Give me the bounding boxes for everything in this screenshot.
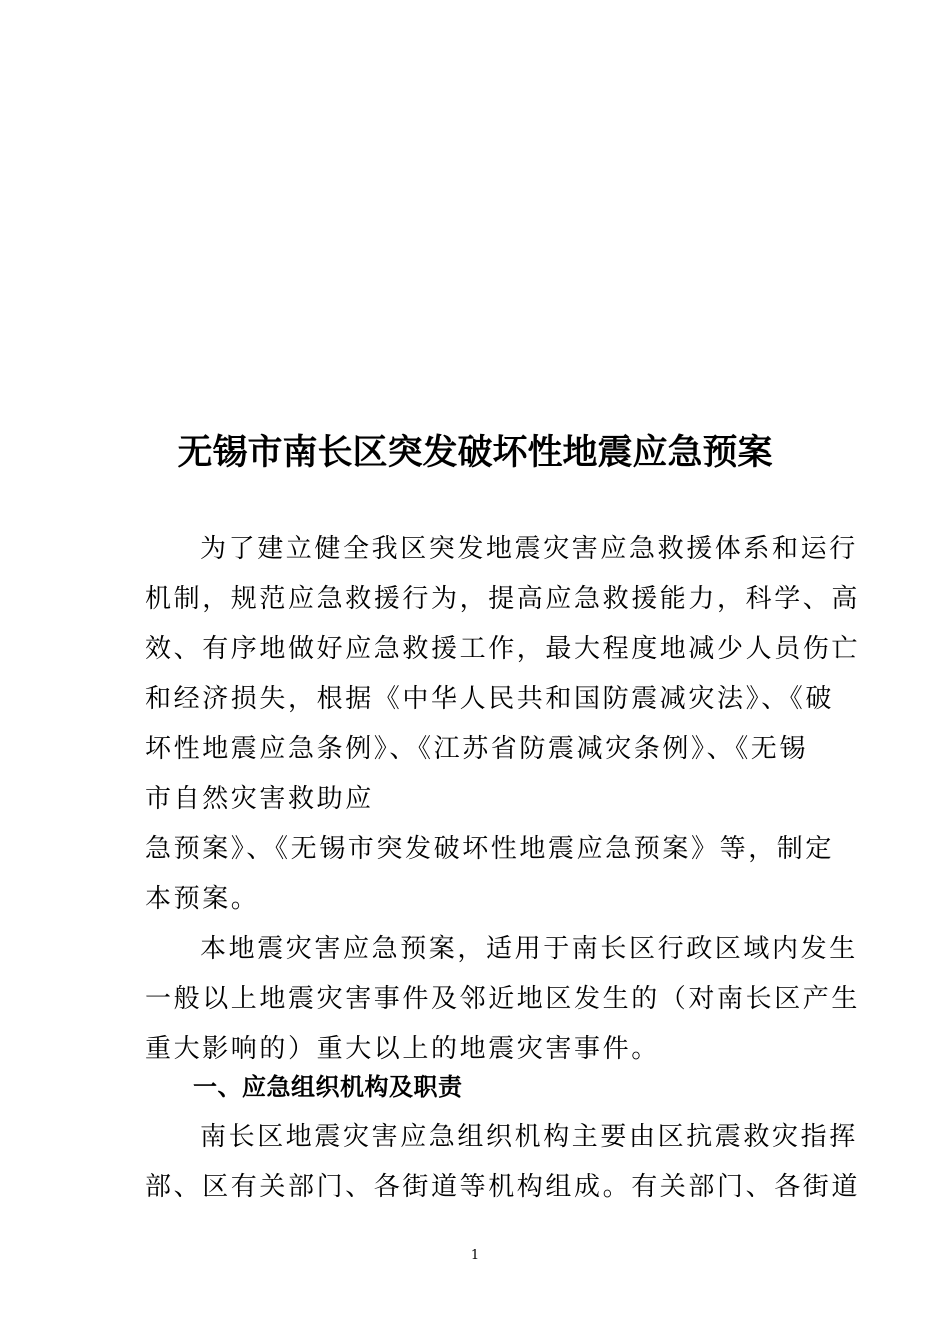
section-heading: 一、应急组织机构及职责 bbox=[193, 1073, 463, 1101]
text-line: 本地震灾害应急预案，适用于南长区行政区域内发生 bbox=[200, 934, 858, 964]
text-line: 急预案》、《无锡市突发破坏性地震应急预案》等，制定 bbox=[145, 834, 835, 864]
paragraph-scope bbox=[145, 924, 861, 1074]
text-line: 南长区地震灾害应急组织机构主要由区抗震救灾指挥 bbox=[200, 1122, 858, 1152]
document-title: 无锡市南长区突发破坏性地震应急预案 bbox=[177, 432, 773, 473]
text-line: 部、区有关部门、各街道等机构组成。有关部门、各街道 bbox=[145, 1172, 861, 1202]
text-line: 一般以上地震灾害事件及邻近地区发生的（对南长区产生 bbox=[145, 984, 861, 1014]
paragraph-organization bbox=[145, 1112, 861, 1212]
text-line: 坏性地震应急条例》、《江苏省防震减灾条例》、《无锡 bbox=[145, 734, 809, 764]
text-line: 本预案。 bbox=[145, 884, 260, 914]
text-line: 机制，规范应急救援行为，提高应急救援能力，科学、高 bbox=[145, 584, 861, 614]
text-line: 重大影响的）重大以上的地震灾害事件。 bbox=[145, 1034, 660, 1064]
text-line: 效、有序地做好应急救援工作，最大程度地减少人员伤亡 bbox=[145, 634, 861, 664]
text-line: 为了建立健全我区突发地震灾害应急救援体系和运行 bbox=[200, 534, 858, 564]
page-number: 1 bbox=[470, 1248, 480, 1263]
text-line: 市自然灾害救助应 bbox=[145, 784, 374, 814]
paragraph-purpose bbox=[145, 524, 861, 924]
text-line: 和经济损失，根据《中华人民共和国防震减灾法》、《破 bbox=[145, 684, 835, 714]
